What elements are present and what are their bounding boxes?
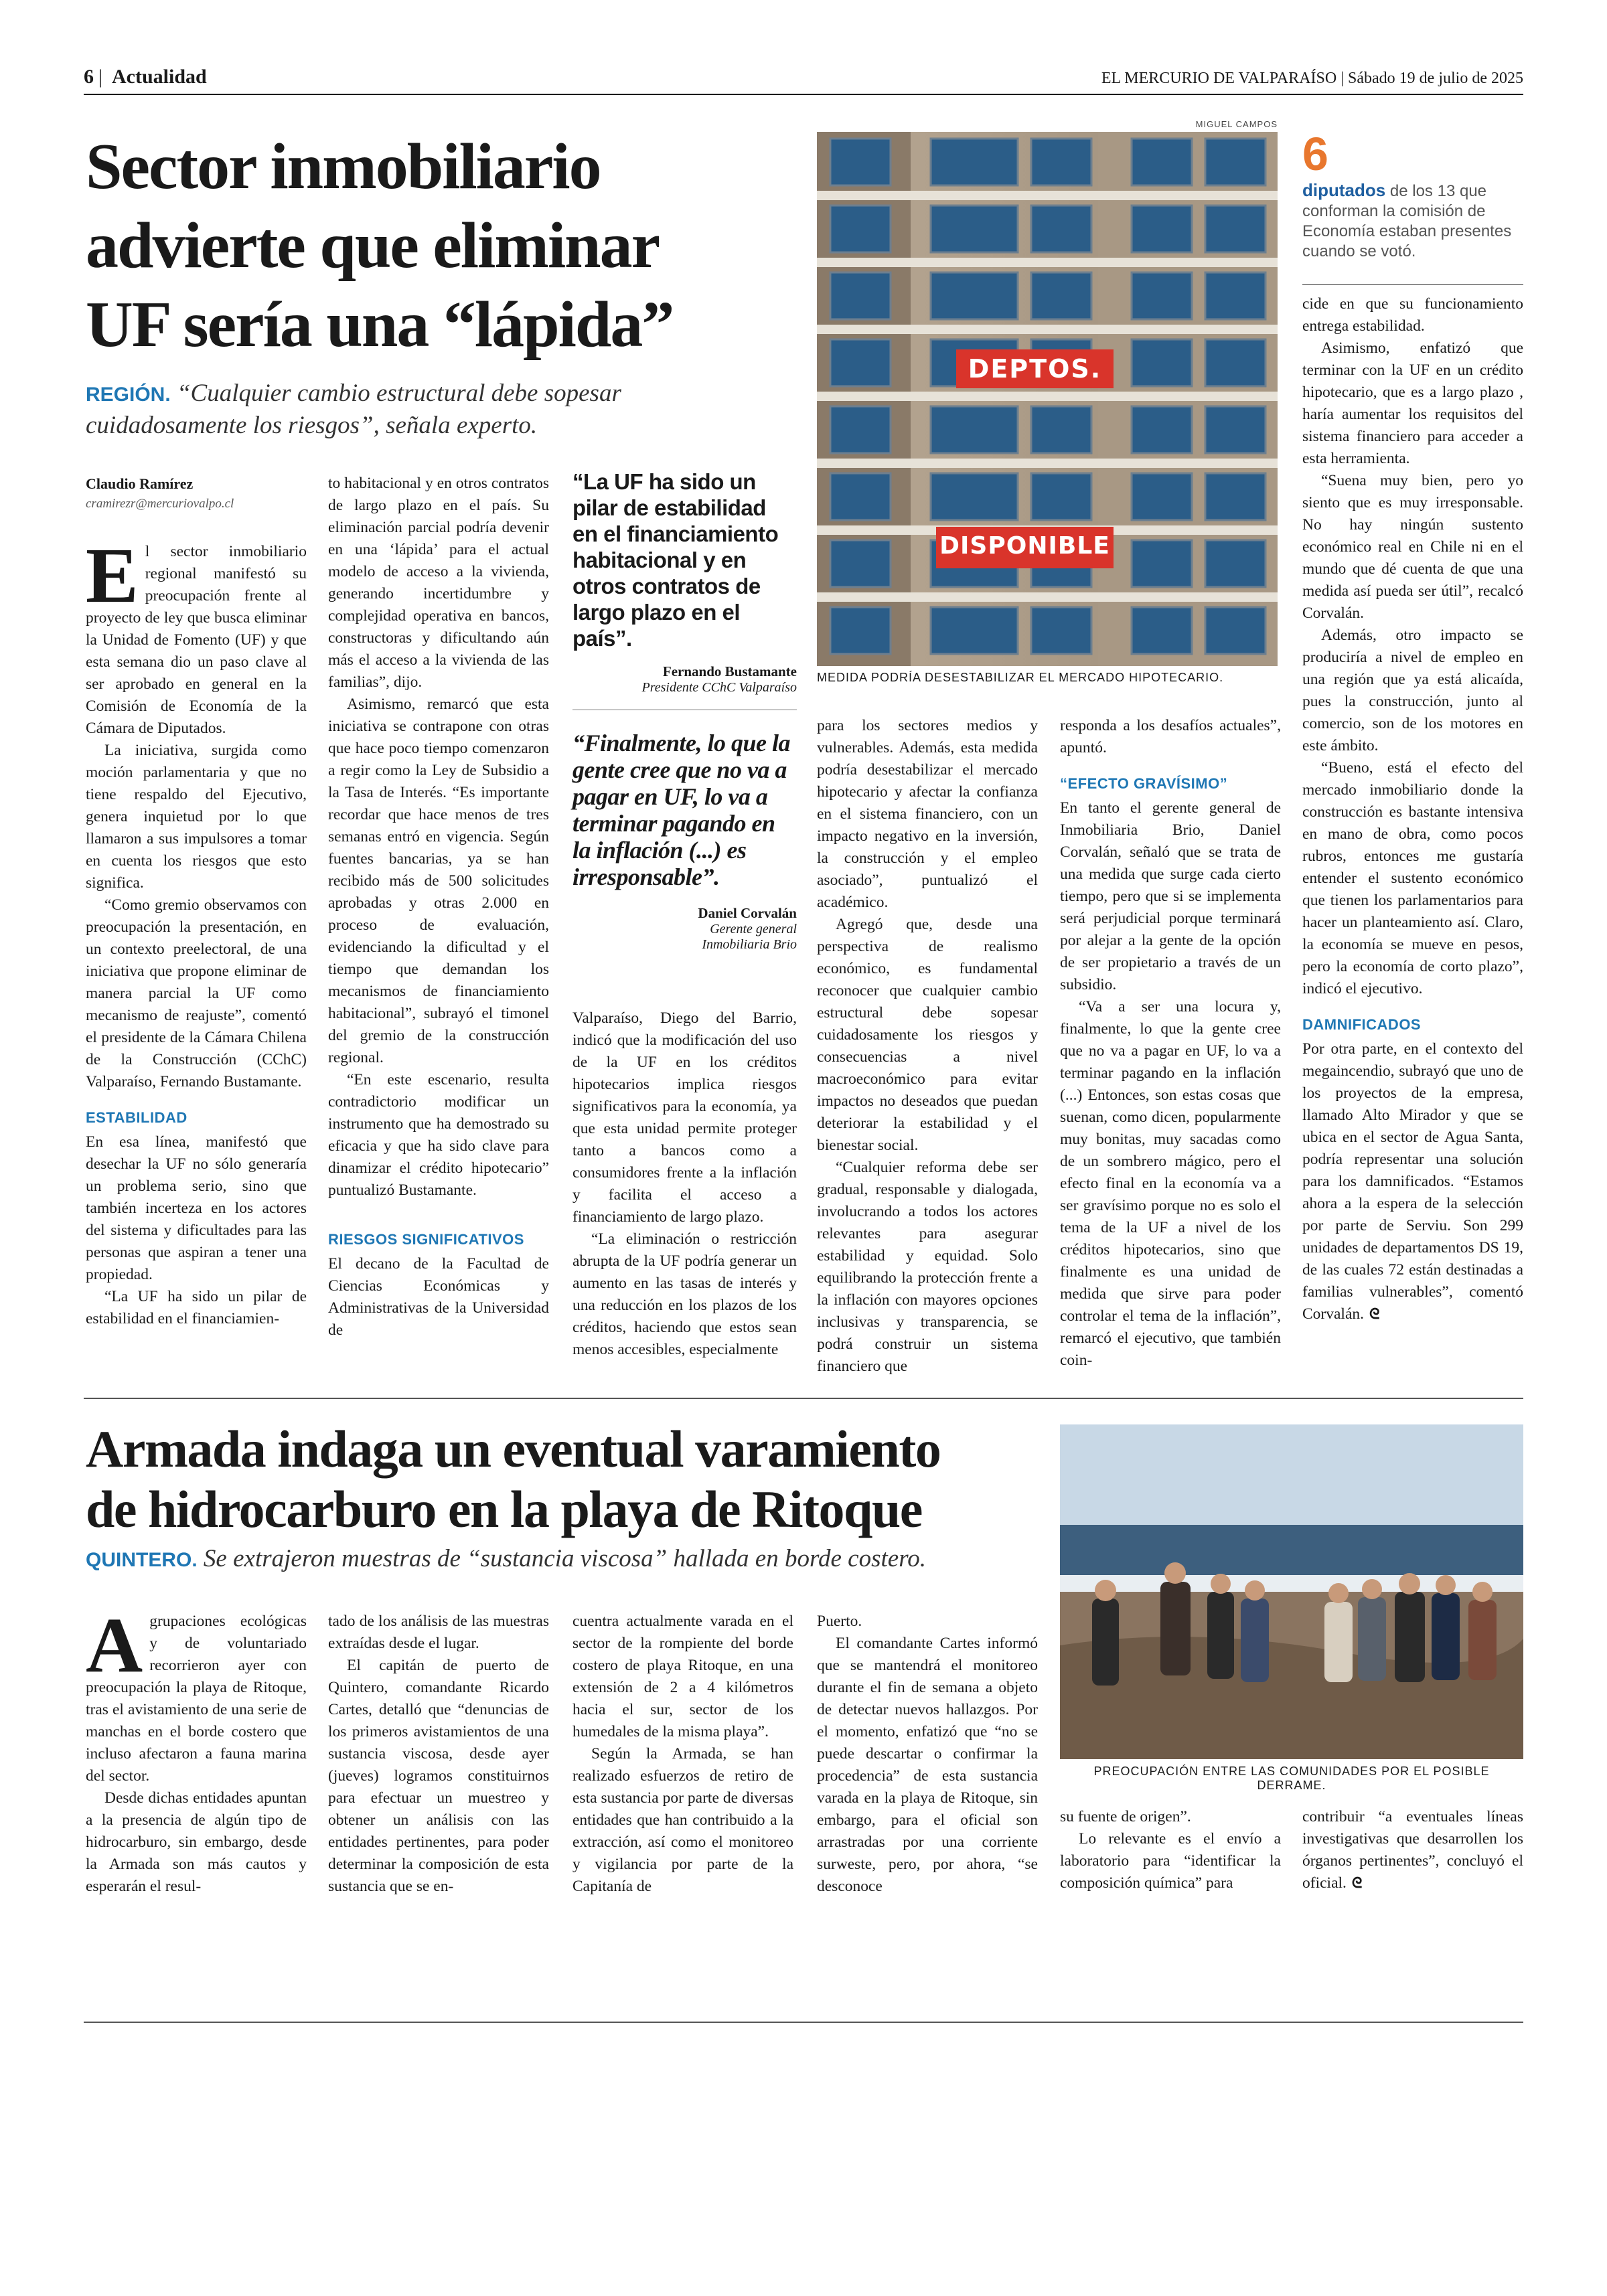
bottom-rule: [84, 2022, 1523, 2023]
kicker-label: QUINTERO.: [86, 1549, 198, 1571]
article1-kicker: [86, 378, 755, 441]
subhead: DAMNIFICADOS: [1302, 1016, 1422, 1033]
paragraph: tado de los análisis de las muestras extraídas desde el lugar.: [328, 1613, 549, 1652]
stat-label: diputados: [1302, 180, 1386, 200]
paper-name: EL MERCURIO DE VALPARAÍSO | Sábado 19 de julio de 2025: [1101, 70, 1523, 87]
article-divider: [84, 1398, 1523, 1399]
paragraph: El capitán de puerto de Quintero, comandante Ricardo Cartes, detalló que “denuncias de los primeros avistamientos de una sustancia viscosa, desde ayer (jueves) logramos constituirnos para efectuar un muestreo y obtener un análisis con las entidades pertinentes, para poder determinar la composición de esta sustancia que se en-: [328, 1657, 549, 1895]
building-illustration: [817, 132, 1278, 666]
drop-cap: A: [86, 1601, 143, 1689]
paragraph: to habitacional y en otros contratos de largo plazo en el país. Su eliminación parcial podría devenir en una ‘lápida’ para el actual modelo de acceso a la vivienda, generando incertidumbre y complejidad operativa en bancos, constructoras y dificultando aún más el acceso a la vivienda de las familias”, dijo.: [328, 475, 549, 691]
paragraph: Agregó que, desde una perspectiva de realismo económico, es fundamental reconocer que cualquier cambio estructural debe sopesar cuidadosamente los riesgos y consecuencias a nivel macroeconómico para evitar impactos no deseados que puedan deteriorar la estabilidad y el bienestar social.: [817, 916, 1038, 1154]
paragraph: “Suena muy bien, pero yo siento que es muy irresponsable. No hay ningún sustento económico real en Chile ni en el mundo que dé cuenta de que una medida así pueda ser útil”, recalcó Corvalán.: [1302, 472, 1523, 622]
page-number: 6: [84, 66, 94, 88]
kicker-label: REGIÓN.: [86, 384, 171, 406]
title-line: Sector inmobiliario: [86, 131, 601, 203]
quote-role: Presidente CChC Valparaíso: [641, 680, 797, 695]
quote-name: Fernando Bustamante: [662, 663, 797, 679]
drop-cap: E: [86, 531, 139, 619]
paragraph: contribuir “a eventuales líneas investigativas que desarrollen los órganos pertinentes”, concluyó el oficial. ᘓ: [1302, 1808, 1523, 1892]
article1-title: [86, 127, 809, 364]
end-mark-icon: ᘓ: [1369, 1306, 1380, 1323]
subhead: RIESGOS SIGNIFICATIVOS: [328, 1231, 524, 1248]
title-line: Armada indaga un eventual varamiento: [86, 1420, 941, 1478]
article1-col4: [817, 715, 1038, 1378]
quote-role: Gerente general: [710, 922, 797, 936]
paragraph: “La UF ha sido un pilar de estabilidad en el financiamien-: [86, 1288, 307, 1327]
article2-kicker: [86, 1544, 1043, 1576]
paragraph: “En este escenario, resulta contradictorio modificar un instrumento que ha demostrado su eficacia y que ha sido clave para dinamizar el crédito hipotecario” puntualizó Bustamante.: [328, 1071, 549, 1199]
paragraph: Agrupaciones ecológicas y de voluntariado recorrieron ayer con preocupación la playa de Ritoque, tras el avistamiento de una serie de manchas en el borde costero que incluso afectaron a fauna marina del sector.: [86, 1601, 307, 1785]
paragraph: Asimismo, remarcó que esta iniciativa se contrapone con otras que hace poco tiempo comenzaron a regir como la Ley de Subsidio a la Tasa de Interés. “Es importante recordar que hace menos de tres semanas entró en vigencia. Según fuentes bancarias, ya se han recibido más de 500 solicitudes aprobadas y otras 2.000 en proceso de evaluación, evidenciando la dificultad y el tiempo que demandan los mecanismos de financiamiento habitacional”, subrayó el timonel del gremio de la construcción regional.: [328, 695, 549, 1066]
article2-col6: [1302, 1806, 1523, 1894]
building-photo: [817, 132, 1278, 666]
paragraph: Lo relevante es el envío a laboratorio para “identificar la composición química” para: [1060, 1830, 1281, 1892]
article1-col1: [86, 531, 307, 1330]
quote-text: “La UF ha sido un pilar de estabilidad en el financiamiento habitacional y en otros contratos de largo plazo en el país”.: [572, 469, 779, 651]
paragraph: Por otra parte, en el contexto del megaincendio, subrayó que uno de los proyectos de la empresa, llamado Alto Mirador y que se ubica en el sector de Agua Santa, podría representar una solución para los damnificados. “Estamos ahora a la espera de la selección por parte de Serviu. Son 299 unidades de departamentos DS 19, de las cuales 72 están destinadas a familias vulnerables”, comentó Corvalán. ᘓ: [1302, 1040, 1523, 1323]
beach-photo: [1060, 1424, 1523, 1759]
article1-col2: [328, 473, 549, 1341]
paragraph: El comandante Cartes informó que se mantendrá el monitoreo durante el fin de semana a objeto de detectar nuevos hallazgos. Por el momento, enfatizó que “no se puede descartar o confirmar la procedencia” de esta sustancia varada en la playa de Ritoque, sin embargo, para el oficial son arrastradas por una corriente surweste, pero, por ahora, “se desconoce: [817, 1635, 1038, 1895]
paragraph: “La eliminación o restricción abrupta de la UF podría generar un aumento en las tasas de interés y una reducción en los plazos de los créditos, haciendo que estos sean menos accesibles, especialmente: [572, 1230, 797, 1358]
paragraph: Además, otro impacto se produciría a nivel de empleo en una región que ya está alicaída, pues la construcción, junto al comercio, son de los motores en este ámbito.: [1302, 627, 1523, 754]
sign-disponible: DISPONIBLE: [939, 532, 1110, 560]
paragraph: “Cualquier reforma debe ser gradual, responsable y dialogada, involucrando a todos los actores relevantes para asegurar estabilidad y equidad. Solo equilibrando la protección frente a la inflación con mayores opciones inclusivas y transparencia, se podrá construir un sistema financiero que: [817, 1159, 1038, 1375]
paragraph: Desde dichas entidades apuntan a la presencia de algún tipo de hidrocarburo, sin embargo, desde la Armada son más cautos y esperarán el resul-: [86, 1789, 307, 1895]
paragraph: El sector inmobiliario regional manifestó su preocupación frente al proyecto de ley que busca eliminar la Unidad de Fomento (UF) y que esta semana dio un paso clave al ser aprobado en general en la Comisión de Economía de la Cámara de Diputados.: [86, 531, 307, 737]
paragraph: para los sectores medios y vulnerables. Además, esta medida podría desestabilizar el mercado hipotecario y afectar la confianza en el sistema financiero, con un impacto negativo en la inversión, la construcción y el empleo asociado”, puntualizó el académico.: [817, 717, 1038, 911]
paragraph: responda a los desafíos actuales”, apuntó.: [1060, 717, 1281, 756]
stat-divider: [1302, 284, 1523, 285]
byline: [86, 474, 307, 514]
article2-col3: [572, 1611, 793, 1898]
pull-quote-2: [572, 730, 797, 953]
paragraph: “Va a ser una locura y, finalmente, lo que la gente cree que no va a pagar en UF, lo va a terminar pagando en la inflación (...) Entonces, son estas cosas que suenan, como dicen, popularmente muy bonitas, muy sacadas como de un sombrero mágico, pero el efecto final en la economía va a ser gravísimo porque no es solo el tema de la UF a nivel de los créditos hipotecarios, sino que finalmente es una unidad de medida que sirve para poder controlar el tema de la inflación”, remarcó el ejecutivo, que también coin-: [1060, 998, 1281, 1369]
article2-col2: [328, 1611, 549, 1898]
photo-credit: MIGUEL CAMPOS: [1195, 119, 1278, 129]
sign-deptos: DEPTOS.: [968, 354, 1102, 384]
end-mark-icon: ᘓ: [1351, 1875, 1363, 1892]
paragraph: La iniciativa, surgida como moción parlamentaria y que no tiene respaldo del Ejecutivo, genera inquietud por lo que llamaron a sus impulsores a tomar en cuenta los riesgos que esto significa.: [86, 742, 307, 892]
stat-box: [1302, 128, 1523, 262]
paragraph: Asimismo, enfatizó que terminar con la UF en un crédito hipotecario, que es a largo plazo , haría aumentar los requisitos del sistema financiero para acceder a esta herramienta.: [1302, 339, 1523, 467]
title-line: advierte que eliminar: [86, 210, 660, 282]
paragraph: su fuente de origen”.: [1060, 1808, 1191, 1825]
paragraph: Valparaíso, Diego del Barrio, indicó que la modificación del uso de la UF en los créditos hipotecarios implica riesgos significativos para la economía, ya que esta unidad permite proteger tanto a bancos como a consumidores frente a la inflación y facilita el acceso a financiamiento de largo plazo.: [572, 1009, 797, 1226]
beach-illustration: [1060, 1424, 1523, 1759]
article2-col5: [1060, 1806, 1281, 1894]
title-line: UF sería una “lápida”: [86, 289, 674, 361]
article1-col5: [1060, 715, 1281, 1372]
quote-text: “Finalmente, lo que la gente cree que no va a pagar en UF, lo va a terminar pagando en la inflación (...) es irresponsable”.: [572, 730, 791, 890]
paragraph: “Como gremio observamos con preocupación la presentación, en un contexto preelectoral, de una iniciativa que propone eliminar de manera parcial la UF como mecanismo de reajuste”, comentó el presidente de la Cámara Chilena de la Construcción (CChC) Valparaíso, Fernando Bustamante.: [86, 896, 307, 1090]
pull-quote-1: [572, 469, 797, 695]
photo-caption: MEDIDA PODRÍA DESESTABILIZAR EL MERCADO HIPOTECARIO.: [817, 671, 1224, 684]
title-line: de hidrocarburo en la playa de Ritoque: [86, 1480, 922, 1538]
article1-col3: [572, 1007, 797, 1361]
article2-col4: [817, 1611, 1038, 1898]
author-name: Claudio Ramírez: [86, 475, 194, 492]
kicker-text: “Cualquier cambio estructural debe sopesar cuidadosamente los riesgos”, señala experto.: [86, 380, 621, 439]
kicker-text: Se extrajeron muestras de “sustancia viscosa” hallada en borde costero.: [203, 1545, 926, 1572]
section-name: Actualidad: [112, 66, 207, 88]
article1-col6: [1302, 293, 1523, 1325]
paragraph: cide en que su funcionamiento entrega estabilidad.: [1302, 295, 1523, 335]
article2-col1: [86, 1601, 307, 1898]
paragraph: Según la Armada, se han realizado esfuerzos de retiro de esta sustancia por parte de diversas entidades que han contribuido a la extracción, así como el monitoreo y vigilancia por parte de la Capitanía de: [572, 1745, 793, 1895]
paragraph: En tanto el gerente general de Inmobiliaria Brio, Daniel Corvalán, señaló que se trata de una medida que surge cada cierto tiempo, pero que si se implementa será perjudicial porque terminará por alejar a la gente de la opción de ser propietario a través de un subsidio.: [1060, 799, 1281, 993]
header-divider: |: [98, 66, 103, 88]
paragraph: Puerto.: [817, 1613, 862, 1630]
author-email: cramirezr@mercuriovalpo.cl: [86, 497, 234, 511]
header-rule: [84, 94, 1523, 95]
paragraph: En esa línea, manifestó que desechar la UF no sólo generaría un problema serio, sino que también incerteza en los actores del sistema y dificultades para las personas que aspiran a tener una propiedad.: [86, 1133, 307, 1283]
article2-title: [86, 1419, 1043, 1540]
page-header: [84, 64, 1523, 98]
paragraph: cuentra actualmente varada en el sector de la rompiente del borde costero de playa Ritoque, en una extensión de 2 a 4 kilómetros hacia el sur, sector de los humedales de la misma playa”.: [572, 1613, 793, 1740]
subhead: “EFECTO GRAVÍSIMO”: [1060, 775, 1228, 792]
subhead: ESTABILIDAD: [86, 1109, 187, 1126]
quote-role: Inmobiliaria Brio: [702, 937, 797, 952]
paragraph: “Bueno, está el efecto del mercado inmobiliario donde la construcción es bastante intensiva en mano de obra, como pocos rubros, entonces me gustaría entender el sustento económico que tienen los parlamentarios para hacer un planteamiento así. Claro, la economía se mueve en pesos, pero la economía de corto plazo”, indicó el ejecutivo.: [1302, 759, 1523, 997]
photo-caption: PREOCUPACIÓN ENTRE LAS COMUNIDADES POR EL POSIBLE DERRAME.: [1093, 1765, 1490, 1792]
stat-text: diputados de los 13 que conforman la comisión de Economía estaban presentes cuando se votó.: [1302, 180, 1512, 260]
stat-number: 6: [1302, 128, 1328, 180]
paragraph: El decano de la Facultad de Ciencias Económicas y Administrativas de la Universidad de: [328, 1255, 549, 1339]
quote-name: Daniel Corvalán: [698, 905, 797, 921]
